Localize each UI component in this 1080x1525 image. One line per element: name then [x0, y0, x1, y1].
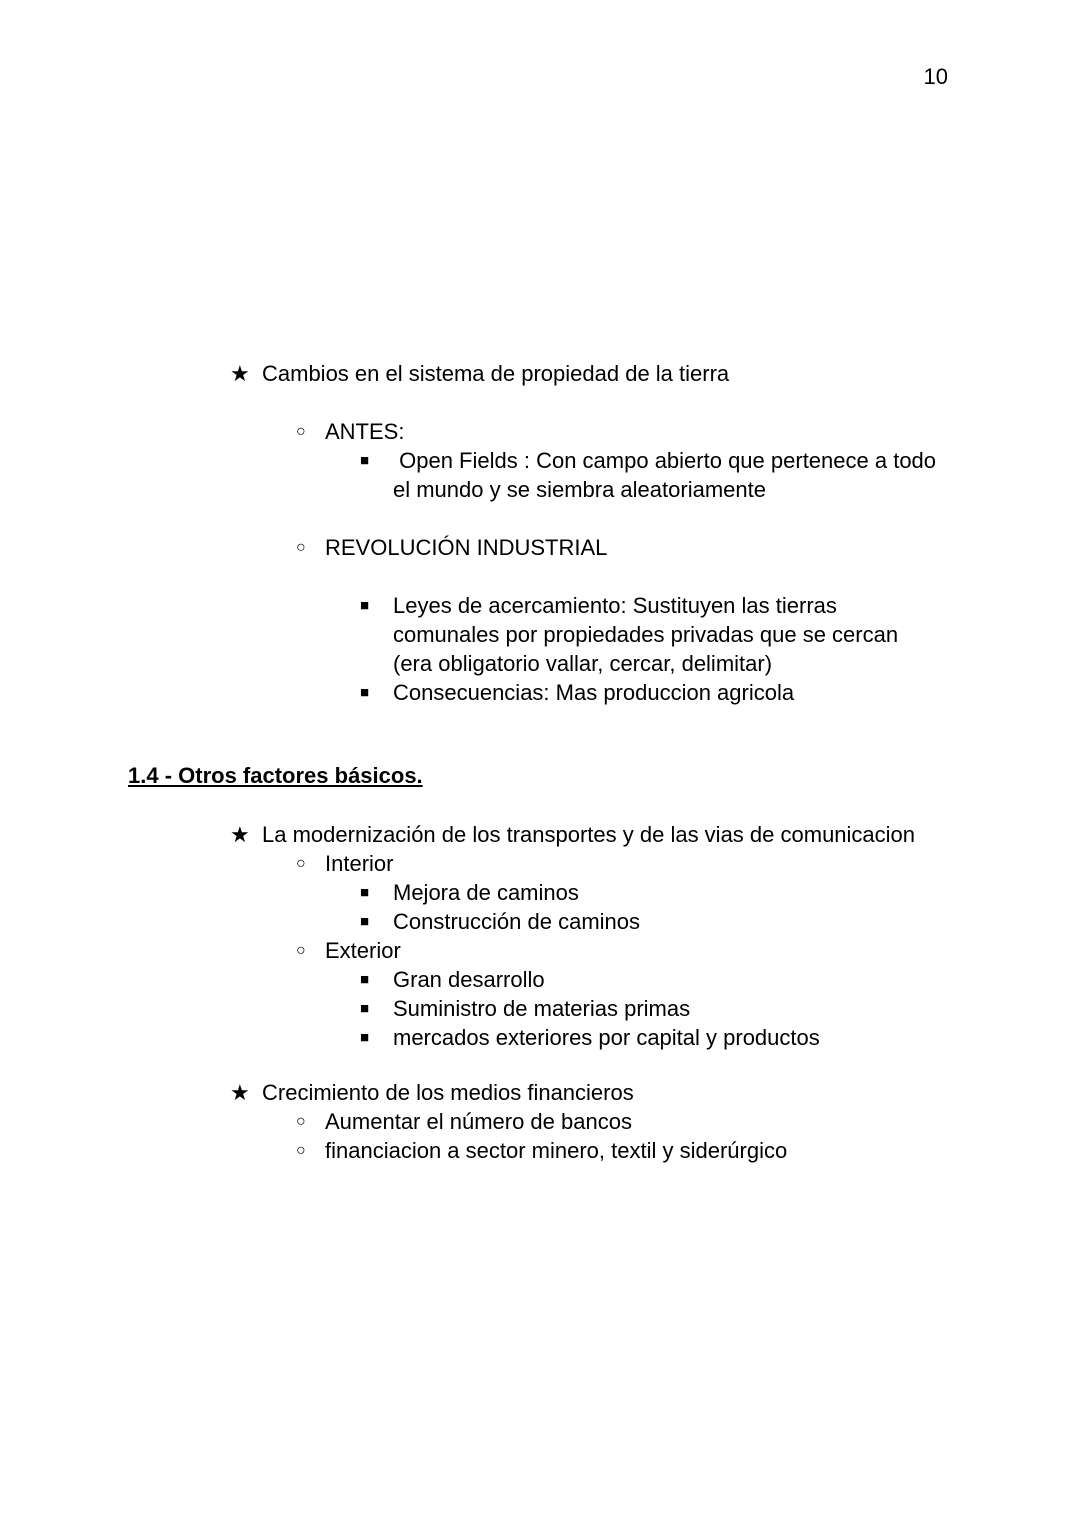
- list-item: [0, 820, 1080, 849]
- list-item: [0, 878, 1080, 907]
- list-item: [0, 417, 1080, 446]
- list-item-text: Gran desarrollo: [393, 967, 545, 992]
- star-bullet-icon: ★: [230, 822, 250, 847]
- section-heading: 1.4 - Otros factores básicos.: [128, 763, 423, 788]
- page-content: [0, 359, 1080, 1165]
- square-bullet-icon: ■: [360, 913, 370, 930]
- circle-bullet-icon: ○: [296, 942, 306, 959]
- list-item: [0, 1078, 1080, 1107]
- list-item-text: La modernización de los transportes y de las vias de comunicacion: [262, 822, 916, 847]
- list-item: [0, 446, 1080, 504]
- list-item: [0, 1136, 1080, 1165]
- circle-bullet-icon: ○: [296, 1113, 306, 1130]
- square-bullet-icon: ■: [360, 884, 370, 901]
- list-item-text: Crecimiento de los medios financieros: [262, 1080, 634, 1105]
- list-item-text: financiacion a sector minero, textil y siderúrgico: [325, 1138, 788, 1163]
- list-item-text: REVOLUCIÓN INDUSTRIAL: [325, 535, 608, 560]
- list-item: [0, 1107, 1080, 1136]
- list-item: [0, 533, 1080, 562]
- list-item-text: Cambios en el sistema de propiedad de la tierra: [262, 361, 730, 386]
- circle-bullet-icon: ○: [296, 423, 306, 440]
- circle-bullet-icon: ○: [296, 539, 306, 556]
- list-item-text: Interior: [325, 851, 394, 876]
- circle-bullet-icon: ○: [296, 1142, 306, 1159]
- page-number: 10: [923, 64, 948, 89]
- list-item-text: ANTES:: [325, 419, 405, 444]
- list-item-text: Consecuencias: Mas produccion agricola: [393, 680, 795, 705]
- list-item-text: Suministro de materias primas: [393, 996, 691, 1021]
- square-bullet-icon: ■: [360, 597, 370, 614]
- list-item-text: Construcción de caminos: [393, 909, 641, 934]
- list-item: [0, 359, 1080, 388]
- square-bullet-icon: ■: [360, 452, 370, 469]
- list-item: [0, 965, 1080, 994]
- list-item-text: Leyes de acercamiento: Sustituyen las tierras comunales por propiedades privadas que se cercan (era obligatorio vallar, cercar, delimitar): [393, 593, 905, 676]
- list-item: [0, 678, 1080, 707]
- list-item-text: Open Fields : Con campo abierto que pertenece a todo el mundo y se siembra aleatoriamente: [393, 448, 943, 502]
- list-item-text: mercados exteriores por capital y productos: [393, 1025, 820, 1050]
- square-bullet-icon: ■: [360, 971, 370, 988]
- square-bullet-icon: ■: [360, 684, 370, 701]
- circle-bullet-icon: ○: [296, 855, 306, 872]
- list-item: [0, 994, 1080, 1023]
- list-item: [0, 1023, 1080, 1052]
- square-bullet-icon: ■: [360, 1029, 370, 1046]
- list-item-text: Mejora de caminos: [393, 880, 579, 905]
- star-bullet-icon: ★: [230, 1080, 250, 1105]
- list-item: [0, 849, 1080, 878]
- list-item: [0, 907, 1080, 936]
- square-bullet-icon: ■: [360, 1000, 370, 1017]
- star-bullet-icon: ★: [230, 361, 250, 386]
- list-item-text: Exterior: [325, 938, 401, 963]
- list-item-text: Aumentar el número de bancos: [325, 1109, 632, 1134]
- list-item: [0, 591, 1080, 678]
- list-item: [0, 936, 1080, 965]
